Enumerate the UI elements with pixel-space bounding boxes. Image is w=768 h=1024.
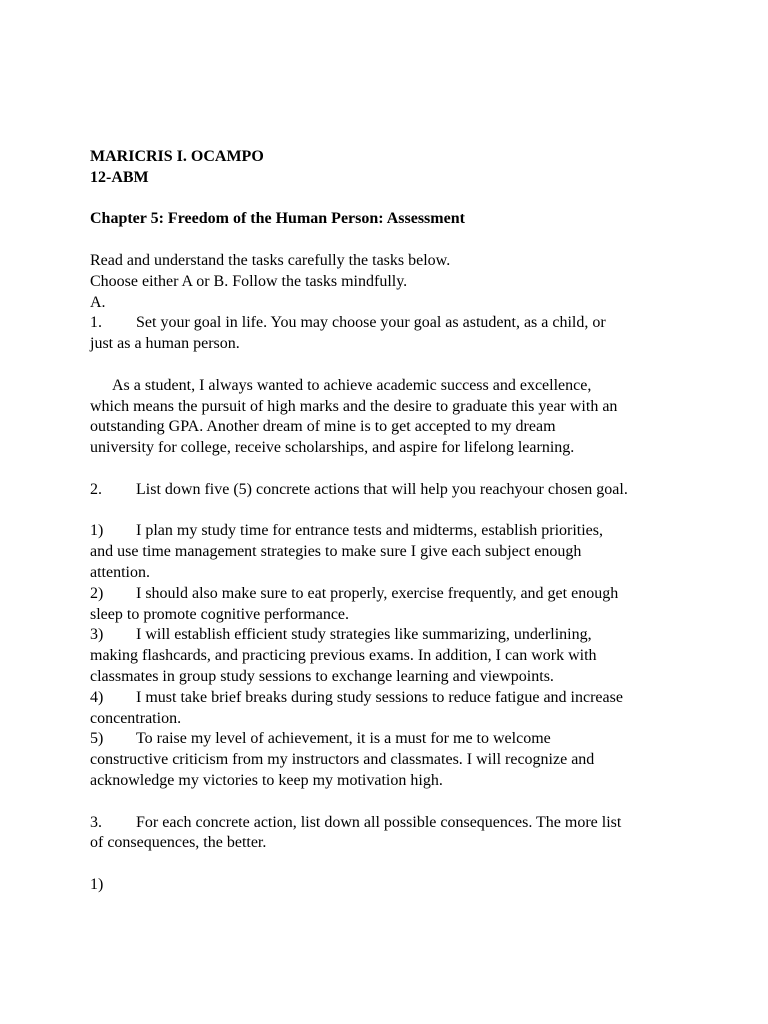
action-text: I will establish efficient study strategies like summarizing, underlining, bbox=[136, 626, 592, 644]
action-item-5 bbox=[90, 729, 690, 750]
action-item-2 bbox=[90, 584, 690, 605]
task-3-continuation: of consequences, the better. bbox=[90, 834, 267, 852]
instruction-line: Choose either A or B. Follow the tasks mindfully. bbox=[90, 272, 408, 290]
goal-paragraph-line: university for college, receive scholarships, and aspire for lifelong learning. bbox=[90, 439, 575, 457]
task-text: Set your goal in life. You may choose your goal as astudent, as a child, or bbox=[136, 314, 606, 332]
task-number: 3. bbox=[90, 813, 102, 831]
author-name: MARICRIS I. OCAMPO bbox=[90, 148, 264, 165]
task-2-line bbox=[90, 480, 690, 501]
task-text: For each concrete action, list down all possible consequences. The more list bbox=[136, 813, 622, 831]
action-text: I plan my study time for entrance tests and midterms, establish priorities, bbox=[136, 522, 604, 540]
assessment-title: Chapter 5: Freedom of the Human Person: Assessment bbox=[90, 210, 465, 228]
action-number: 3) bbox=[90, 626, 104, 644]
action-number: 4) bbox=[90, 688, 104, 706]
action-continuation: sleep to promote cognitive performance. bbox=[90, 605, 350, 623]
task-3-line bbox=[90, 813, 690, 834]
action-continuation: making flashcards, and practicing previous exams. In addition, I can work with bbox=[90, 647, 597, 665]
option-label: A. bbox=[90, 293, 106, 311]
document-page bbox=[90, 147, 690, 896]
action-item-3 bbox=[90, 625, 690, 646]
action-item-1 bbox=[90, 521, 690, 542]
goal-paragraph-line: As a student, I always wanted to achieve academic success and excellence, bbox=[112, 376, 592, 394]
action-continuation: constructive criticism from my instructors and classmates. I will recognize and bbox=[90, 751, 595, 769]
action-number: 2) bbox=[90, 584, 104, 602]
action-number: 5) bbox=[90, 730, 104, 748]
goal-paragraph-line: outstanding GPA. Another dream of mine is to get accepted to my dream bbox=[90, 418, 556, 436]
action-continuation: acknowledge my victories to keep my motivation high. bbox=[90, 771, 443, 789]
task-1-continuation: just as a human person. bbox=[90, 335, 240, 353]
instruction-line: Read and understand the tasks carefully the tasks below. bbox=[90, 251, 451, 269]
task-1-line bbox=[90, 313, 690, 334]
task-text: List down five (5) concrete actions that will help you reachyour chosen goal. bbox=[136, 480, 628, 498]
action-continuation: attention. bbox=[90, 563, 150, 581]
goal-paragraph-line: which means the pursuit of high marks and the desire to graduate this year with an bbox=[90, 397, 618, 415]
action-item-4 bbox=[90, 688, 690, 709]
action-number: 1) bbox=[90, 522, 104, 540]
action-text: I must take brief breaks during study sessions to reduce fatigue and increase bbox=[136, 688, 623, 706]
task-number: 2. bbox=[90, 480, 102, 498]
action-text: To raise my level of achievement, it is a must for me to welcome bbox=[136, 730, 551, 748]
task-number: 1. bbox=[90, 314, 102, 332]
grade-section: 12-ABM bbox=[90, 168, 149, 186]
action-continuation: concentration. bbox=[90, 709, 182, 727]
consequence-item-1: 1) bbox=[90, 875, 104, 893]
action-continuation: and use time management strategies to make sure I give each subject enough bbox=[90, 543, 582, 561]
action-text: I should also make sure to eat properly, exercise frequently, and get enough bbox=[136, 584, 619, 602]
action-continuation: classmates in group study sessions to exchange learning and viewpoints. bbox=[90, 667, 554, 685]
